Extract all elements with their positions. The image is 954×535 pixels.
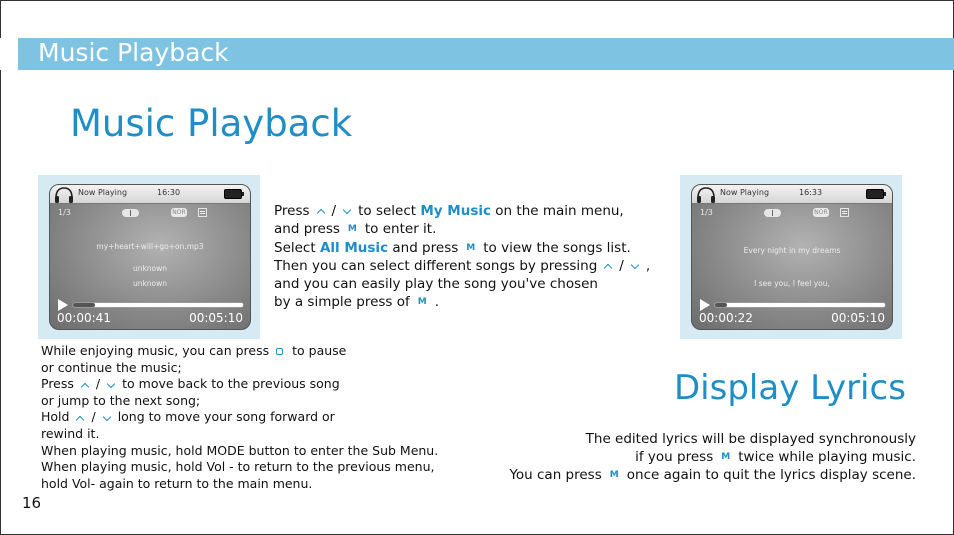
player-display-lyrics bbox=[691, 184, 893, 330]
track-counter: 1/3 bbox=[700, 208, 713, 217]
battery-icon bbox=[224, 189, 242, 199]
instruction-line bbox=[274, 293, 650, 311]
equalizer-icon bbox=[122, 209, 139, 217]
player-screen-2 bbox=[680, 175, 902, 339]
text: to select bbox=[358, 203, 421, 219]
text: , bbox=[645, 257, 651, 274]
battery-icon bbox=[866, 189, 884, 199]
now-playing-label: Now Playing bbox=[78, 188, 128, 197]
text: Hold bbox=[41, 409, 70, 425]
lyrics-line-2: I see you, I feel you, bbox=[754, 279, 830, 288]
section-header-bar bbox=[0, 38, 954, 70]
progress-fill bbox=[715, 303, 727, 307]
text: and press bbox=[388, 239, 459, 256]
progress-bar bbox=[714, 302, 886, 308]
all-music-highlight: All Music bbox=[319, 239, 389, 256]
lyrics-line: The edited lyrics will be displayed synchronously bbox=[585, 431, 916, 447]
lyrics-line-1: Every night in my dreams bbox=[743, 246, 841, 255]
player-screen-1 bbox=[38, 175, 260, 339]
note-line: hold Vol- again to return to the main menu. bbox=[41, 475, 313, 491]
clock: 16:33 bbox=[799, 188, 823, 197]
equalizer-icon bbox=[764, 209, 781, 217]
play-pause-button-icon bbox=[276, 348, 283, 355]
instruction-line bbox=[274, 257, 650, 275]
lyrics-line bbox=[509, 448, 916, 466]
text: Press bbox=[41, 376, 74, 392]
lyrics-instructions bbox=[509, 430, 916, 484]
music-playback-title: Music Playback bbox=[70, 102, 353, 145]
song-filename: my+heart+will+go+on.mp3 bbox=[96, 242, 204, 251]
text: and press bbox=[274, 221, 340, 238]
song-artist: unknown bbox=[132, 264, 168, 273]
m-button-icon: M bbox=[721, 452, 731, 462]
text: long to move your song forward or bbox=[117, 409, 335, 425]
headphones-icon bbox=[695, 186, 717, 204]
section-header-notch bbox=[0, 38, 18, 70]
m-button-icon: M bbox=[466, 242, 476, 253]
m-button-icon: M bbox=[347, 224, 357, 235]
display-lyrics-title: Display Lyrics bbox=[674, 368, 906, 408]
elapsed-time: 00:00:22 bbox=[699, 311, 753, 325]
section-header-title: Music Playback bbox=[38, 38, 229, 67]
text: if you press bbox=[635, 449, 714, 465]
up-arrow-icon bbox=[316, 207, 327, 215]
playback-notes bbox=[41, 343, 438, 492]
my-music-highlight: My Music bbox=[420, 203, 491, 219]
text: / bbox=[95, 376, 101, 392]
text: Press bbox=[274, 203, 310, 219]
status-bar bbox=[692, 185, 892, 204]
m-button-icon: M bbox=[609, 470, 619, 480]
note-line bbox=[41, 409, 438, 426]
text: You can press bbox=[509, 467, 602, 483]
m-button-icon: M bbox=[417, 297, 427, 308]
lyrics-line bbox=[509, 466, 916, 484]
text: to pause bbox=[292, 343, 347, 358]
song-album: unknown bbox=[132, 279, 168, 288]
text: Then you can select different songs by pressing bbox=[274, 257, 598, 274]
instruction-line bbox=[274, 202, 650, 220]
text: / bbox=[331, 203, 337, 219]
total-time: 00:05:10 bbox=[189, 311, 243, 325]
note-line: When playing music, hold Vol - to return to the previous menu, bbox=[41, 459, 435, 475]
down-arrow-icon bbox=[106, 381, 117, 389]
up-arrow-icon bbox=[80, 381, 91, 389]
text: / bbox=[619, 257, 624, 274]
up-arrow-icon bbox=[75, 414, 86, 422]
text: . bbox=[434, 294, 440, 311]
play-icon bbox=[700, 299, 710, 311]
total-time: 00:05:10 bbox=[831, 311, 885, 325]
down-arrow-icon bbox=[630, 262, 641, 270]
note-line: rewind it. bbox=[41, 425, 100, 441]
instruction-line bbox=[274, 239, 650, 257]
progress-bar bbox=[72, 302, 244, 308]
playlist-icon bbox=[840, 208, 849, 217]
text: once again to quit the lyrics display scene. bbox=[626, 467, 916, 483]
player-display bbox=[49, 184, 251, 330]
eq-mode-badge: NOR bbox=[172, 209, 186, 216]
headphones-icon bbox=[53, 186, 75, 204]
now-playing-label: Now Playing bbox=[720, 188, 770, 197]
instruction-line bbox=[274, 220, 650, 238]
down-arrow-icon bbox=[342, 207, 353, 215]
note-line bbox=[41, 343, 438, 360]
instruction-line: and you can easily play the song you've chosen bbox=[274, 276, 598, 293]
text: Select bbox=[274, 239, 320, 256]
eq-mode-badge: NOR bbox=[814, 209, 828, 216]
play-icon bbox=[58, 299, 68, 311]
text: twice while playing music. bbox=[738, 449, 916, 465]
text: to enter it. bbox=[364, 221, 437, 238]
playback-instructions bbox=[274, 202, 650, 312]
note-line bbox=[41, 376, 438, 393]
text: to view the songs list. bbox=[483, 239, 631, 256]
text: by a simple press of bbox=[274, 294, 410, 311]
text: / bbox=[91, 409, 96, 425]
track-counter: 1/3 bbox=[58, 208, 71, 217]
text: While enjoying music, you can press bbox=[41, 343, 270, 358]
status-bar bbox=[50, 185, 250, 204]
note-line: or jump to the next song; bbox=[41, 392, 201, 408]
page-number: 16 bbox=[22, 494, 42, 512]
clock: 16:30 bbox=[157, 188, 181, 197]
elapsed-time: 00:00:41 bbox=[57, 311, 111, 325]
text: to move back to the previous song bbox=[122, 376, 340, 392]
up-arrow-icon bbox=[603, 262, 614, 270]
progress-fill bbox=[73, 303, 95, 307]
playlist-icon bbox=[198, 208, 207, 217]
text: on the main menu, bbox=[491, 203, 624, 219]
note-line: or continue the music; bbox=[41, 359, 182, 375]
note-line: When playing music, hold MODE button to enter the Sub Menu. bbox=[41, 442, 439, 458]
down-arrow-icon bbox=[102, 414, 113, 422]
